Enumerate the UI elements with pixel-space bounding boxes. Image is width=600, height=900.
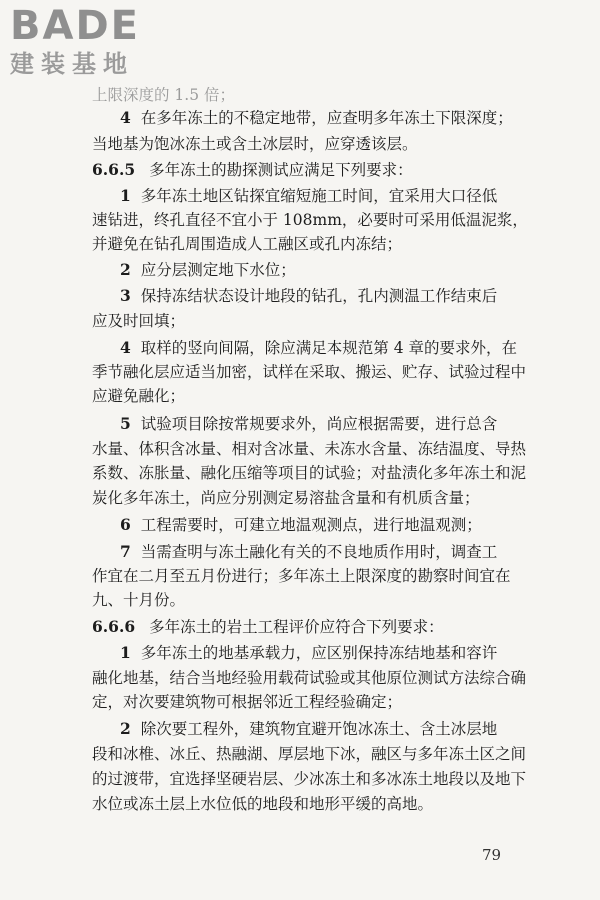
list-item: 4 在多年冻土的不稳定地带，应查明多年冻土下限深度；: [120, 108, 513, 127]
text-line: 九、十月份。: [92, 591, 186, 609]
item-number: 4: [120, 338, 131, 357]
item-number: 4: [120, 108, 131, 127]
list-item: 6 工程需要时，可建立地温观测点，进行地温观测；: [120, 515, 482, 534]
text-line: 系数、冻胀量、融化压缩等项目的试验；对盐渍化多年冻土和泥: [92, 464, 527, 482]
item-number: 2: [120, 260, 131, 279]
item-number: 5: [120, 414, 131, 433]
page-number: 79: [482, 846, 502, 864]
item-number: 1: [120, 643, 131, 662]
item-number: 7: [120, 542, 131, 561]
list-item: 1 多年冻土地区钻探宜缩短施工时间，宜采用大口径低: [120, 186, 498, 205]
text-line: 段和冰椎、冰丘、热融湖、厚层地下冰，融区与多年冻土区之间: [92, 745, 527, 763]
list-item: 7 当需查明与冻土融化有关的不良地质作用时，调查工: [120, 542, 498, 561]
text-line: 水量、体积含冰量、相对含冰量、未冻水含量、冻结温度、导热: [92, 440, 527, 458]
list-item: 2 应分层测定地下水位；: [120, 260, 296, 279]
text-line: 定，对次要建筑物可根据邻近工程经验确定；: [92, 693, 403, 711]
logo-brand: BADE: [10, 3, 140, 49]
list-item: 5 试验项目除按常规要求外，尚应根据需要，进行总含: [120, 414, 498, 433]
text-line: 的过渡带，宜选择坚硬岩层、少冰冻土和多冰冻土地段以及地下: [92, 770, 527, 788]
clause-heading: 6.6.6 多年冻土的岩土工程评价应符合下列要求：: [92, 617, 444, 636]
item-number: 6: [120, 515, 131, 534]
list-item: 3 保持冻结状态设计地段的钻孔，孔内测温工作结束后: [120, 286, 498, 305]
text-line: 炭化多年冻土，尚应分别测定易溶盐含量和有机质含量；: [92, 489, 480, 507]
text-line: 融化地基，结合当地经验用载荷试验或其他原位测试方法综合确: [92, 669, 527, 687]
clause-number: 6.6.5: [92, 160, 136, 179]
clause-heading: 6.6.5 多年冻土的勘探测试应满足下列要求：: [92, 160, 413, 179]
list-item: 4 取样的竖向间隔，除应满足本规范第 4 章的要求外，在: [120, 338, 518, 357]
text-line: 季节融化层应适当加密，试样在采取、搬运、贮存、试验过程中: [92, 363, 527, 381]
list-item: 2 除次要工程外，建筑物宜避开饱冰冻土、含土冰层地: [120, 719, 498, 738]
text-line: 当地基为饱冰冻土或含土冰层时，应穿透该层。: [92, 135, 418, 153]
clause-number: 6.6.6: [92, 617, 136, 636]
text-line: 应及时回填；: [92, 312, 186, 330]
text-line: 水位或冻土层上水位低的地段和地形平缓的高地。: [92, 795, 434, 813]
item-number: 1: [120, 186, 131, 205]
item-number: 2: [120, 719, 131, 738]
text-line: 上限深度的 1.5 倍；: [92, 86, 236, 104]
text-line: 应避免融化；: [92, 387, 186, 405]
logo-subtitle: 建装基地: [10, 50, 134, 78]
text-line: 并避免在钻孔周围造成人工融区或孔内冻结；: [92, 235, 403, 253]
item-number: 3: [120, 286, 131, 305]
logo: [10, 4, 180, 78]
list-item: 1 多年冻土的地基承载力，应区别保持冻结地基和容许: [120, 643, 498, 662]
text-line: 速钻进，终孔直径不宜小于 108mm，必要时可采用低温泥浆，: [92, 211, 528, 229]
text-line: 作宜在二月至五月份进行；多年冻土上限深度的勘察时间宜在: [92, 567, 511, 585]
